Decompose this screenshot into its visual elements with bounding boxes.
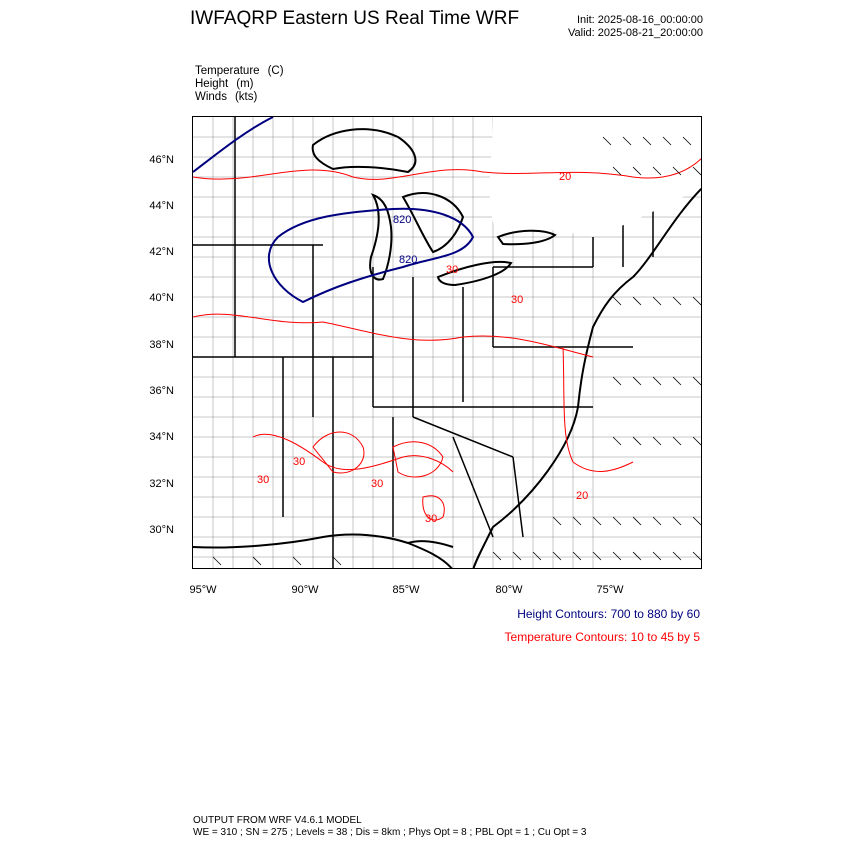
footer-line-2: WE = 310 ; SN = 275 ; Levels = 38 ; Dis = 8km ; Phys Opt = 8 ; PBL Opt = 1 ; Cu Opt = 3 [193,827,587,838]
gulf-coast [193,535,453,569]
field-unit: (m) [236,78,254,90]
lon-label-75: 75°W [596,584,624,596]
temperature-contour-note: Temperature Contours: 10 to 45 by 5 [504,630,700,644]
lat-label-38: 38°N [149,339,174,351]
lon-label-95: 95°W [189,584,217,596]
lake-michigan [370,195,391,280]
lat-label-46: 46°N [149,154,174,166]
lat-label-44: 44°N [149,200,174,212]
lat-label-36: 36°N [149,385,174,397]
field-name: Height [195,78,229,90]
model-footer [193,815,586,839]
map-panel [192,116,702,569]
valid-time: Valid: 2025-08-21_20:00:00 [568,27,703,39]
temp-label-3: 30 [446,264,459,276]
lake-ontario [498,231,555,245]
height-label-1: 820 [393,214,412,226]
lat-label-40: 40°N [149,292,174,304]
time-info [568,14,703,40]
height-contour-note: Height Contours: 700 to 880 by 60 [517,607,700,621]
field-unit: (C) [267,65,284,77]
temp-label-5: 30 [371,478,384,490]
lon-label-80: 80°W [495,584,523,596]
footer-line-1: OUTPUT FROM WRF V4.6.1 MODEL [193,815,362,826]
temp-label-4: 30 [257,474,270,486]
lake-superior [313,129,416,172]
temp-label-8: 30 [293,456,306,468]
field-height [195,78,284,91]
temp-label-6: 30 [425,513,438,525]
init-time: Init: 2025-08-16_00:00:00 [577,14,703,26]
map-svg [193,117,702,569]
temp-label-2: 20 [576,490,589,502]
field-name: Temperature [195,65,260,77]
canada-region [490,117,702,237]
lat-label-32: 32°N [149,478,174,490]
field-unit: (kts) [234,91,258,103]
field-name: Winds [195,91,227,103]
lat-label-42: 42°N [149,246,174,258]
field-winds [195,91,284,104]
lon-label-90: 90°W [291,584,319,596]
lon-label-85: 85°W [392,584,420,596]
temp-label-7: 30 [511,294,524,306]
temp-label-1: 20 [559,171,572,183]
plot-title: IWFAQRP Eastern US Real Time WRF [190,8,520,29]
lat-label-34: 34°N [149,431,174,443]
field-temperature [195,65,284,78]
lat-label-30: 30°N [149,524,174,536]
height-label-2: 820 [399,254,418,266]
field-list [195,65,284,104]
